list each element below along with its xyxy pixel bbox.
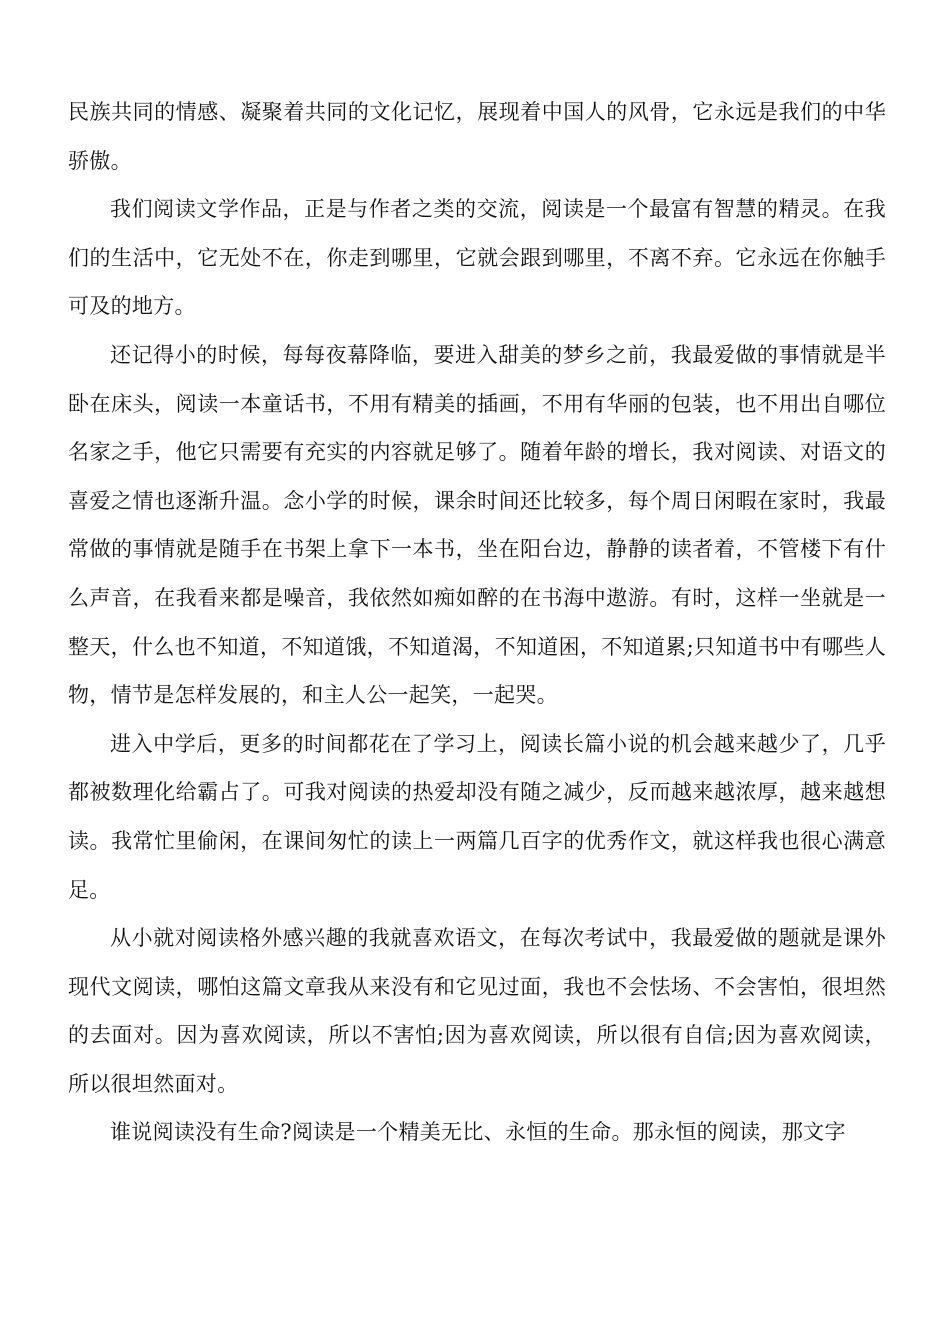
paragraph-2: 我们阅读文学作品，正是与作者之类的交流，阅读是一个最富有智慧的精灵。在我们的生活中，它无处不在，你走到哪里，它就会跟到哪里，不离不弃。它永远在你触手可及的地方。: [68, 197, 886, 319]
document-body: [68, 88, 886, 1157]
paragraph-4: 进入中学后，更多的时间都花在了学习上，阅读长篇小说的机会越来越少了，几乎都被数理化给霸占了。可我对阅读的热爱却没有随之减少，反而越来越浓厚，越来越想读。我常忙里偷闲，在课间匆忙的读上一两篇几百字的优秀作文，就这样我也很心满意足。: [68, 731, 886, 902]
paragraph-3: 还记得小的时候，每每夜幕降临，要进入甜美的梦乡之前，我最爱做的事情就是半卧在床头，阅读一本童话书，不用有精美的插画，不用有华丽的包装，也不用出自哪位名家之手，他它只需要有充实的内容就足够了。随着年龄的增长，我对阅读、对语文的喜爱之情也逐渐升温。念小学的时候，课余时间还比较多，每个周日闲暇在家时，我最常做的事情就是随手在书架上拿下一本书，坐在阳台边，静静的读者着，不管楼下有什么声音，在我看来都是噪音，我依然如痴如醉的在书海中遨游。有时，这样一坐就是一整天，什么也不知道，不知道饿，不知道渴，不知道困，不知道累;只知道书中有哪些人物，情节是怎样发展的，和主人公一起笑，一起哭。: [68, 342, 886, 708]
paragraph-5: 从小就对阅读格外感兴趣的我就喜欢语文，在每次考试中，我最爱做的题就是课外现代文阅读，哪怕这篇文章我从来没有和它见过面，我也不会怯场、不会害怕，很坦然的去面对。因为喜欢阅读，所以不害怕;因为喜欢阅读，所以很有自信;因为喜欢阅读，所以很坦然面对。: [68, 926, 886, 1096]
paragraph-1: 民族共同的情感、凝聚着共同的文化记忆，展现着中国人的风骨，它永远是我们的中华骄傲。: [68, 100, 886, 173]
paragraph-6: 谁说阅读没有生命?阅读是一个精美无比、永恒的生命。那永恒的阅读，那文字: [110, 1120, 846, 1145]
